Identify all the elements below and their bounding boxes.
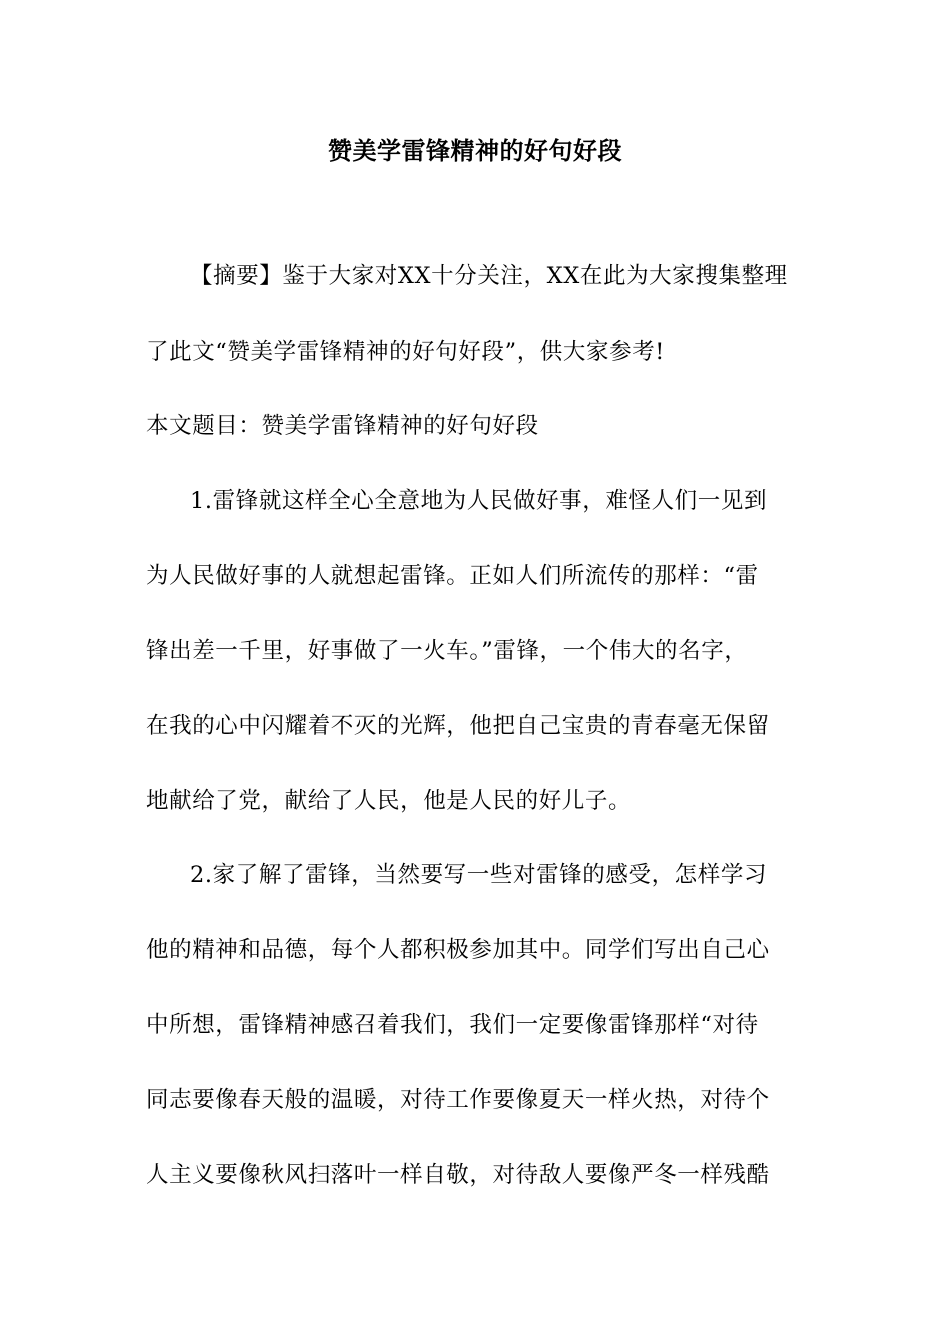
paragraph-1-line-2: 为人民做好事的人就想起雷锋。正如人们所流传的那样：“雷: [146, 563, 759, 589]
paragraph-1-line-4: 在我的心中闪耀着不灭的光辉，他把自己宝贵的青春毫无保留: [146, 713, 770, 739]
paragraph-1-line-3: 锋出差一千里，好事做了一火车。”雷锋，一个伟大的名字，: [146, 638, 748, 664]
paragraph-2-line-1: 2.家了解了雷锋，当然要写一些对雷锋的感受，怎样学习: [190, 862, 768, 888]
abstract-line-1: 【摘要】鉴于大家对XX十分关注，XX在此为大家搜集整理: [190, 263, 788, 289]
paragraph-1-line-1: 1.雷锋就这样全心全意地为人民做好事，难怪人们一见到: [190, 488, 768, 514]
paragraph-2-line-4: 同志要像春天般的温暖，对待工作要像夏天一样火热，对待个: [146, 1087, 770, 1113]
document-title: 赞美学雷锋精神的好句好段: [328, 137, 622, 165]
paragraph-2-line-3: 中所想，雷锋精神感召着我们，我们一定要像雷锋那样“对待: [146, 1012, 759, 1038]
subject-line: 本文题目：赞美学雷锋精神的好句好段: [146, 413, 539, 439]
abstract-line-2: 了此文“赞美学雷锋精神的好句好段”，供大家参考!: [146, 339, 665, 365]
paragraph-2-line-2: 他的精神和品德，每个人都积极参加其中。同学们写出自己心: [146, 937, 770, 963]
paragraph-2-line-5: 人主义要像秋风扫落叶一样自敬，对待敌人要像严冬一样残酷: [146, 1162, 770, 1188]
paragraph-1-line-5: 地献给了党，献给了人民，他是人民的好儿子。: [146, 788, 632, 814]
